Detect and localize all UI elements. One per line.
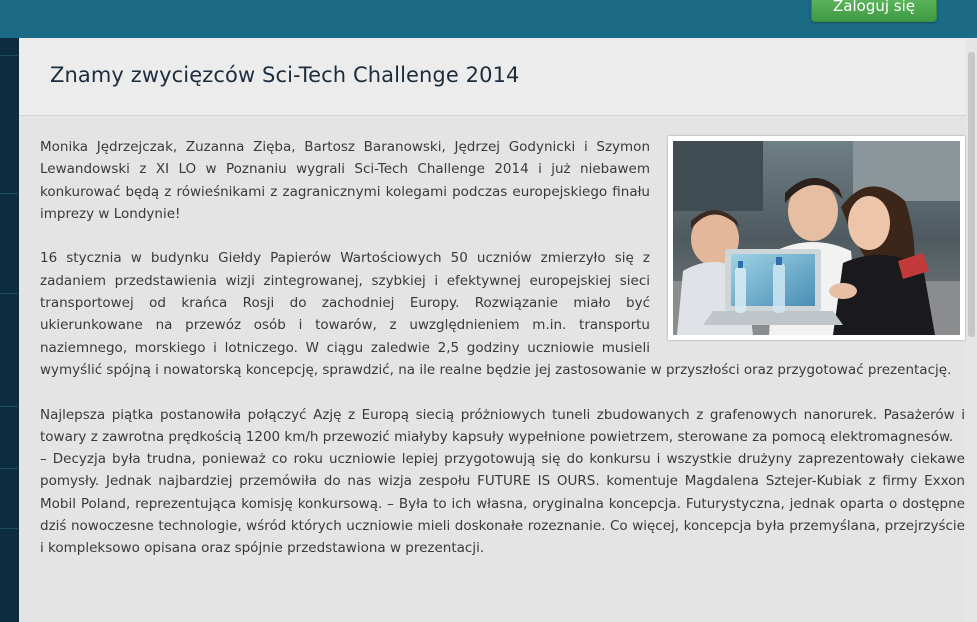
rail-divider: [0, 468, 18, 469]
article-photo: [668, 136, 965, 340]
article-header: [19, 38, 966, 116]
students-at-laptop-photo: [673, 141, 960, 335]
article-card: [19, 38, 966, 622]
vertical-scrollbar[interactable]: [966, 38, 977, 622]
article-title: Znamy zwycięzców Sci-Tech Challenge 2014: [50, 63, 520, 87]
rail-divider: [0, 55, 18, 56]
top-bar: [0, 0, 977, 38]
left-navigation-rail: [0, 38, 18, 622]
rail-divider: [0, 406, 18, 407]
rail-divider: [0, 528, 18, 529]
article-paragraph: – Decyzja była trudna, ponieważ co roku uczniowie lepiej przygotowują się do konkursu i wszystkie drużyny zaprezentowały ciekawe pomysły. Jednak najbardziej przemówiła do nas wizja zespołu FUTURE IS OURS. komentuje Magdalena Sztejer-Kubiak z firmy Exxon Mobil Poland, reprezentująca komisję konkursową. – Była to ich własna, oryginalna koncepcja. Futurystyczna, jednak oparta o dostępne dziś nowoczesne technologie, wśród których uczniowie mieli doskonałe rozeznanie. Co więcej, koncepcja była przemyślana, przejrzyście i kompleksowo opisana oraz spójnie przedstawiona w prezentacji.: [40, 451, 965, 557]
article-body: [40, 136, 965, 560]
login-button[interactable]: Zaloguj się: [811, 0, 937, 22]
article-paragraph: 16 stycznia w budynku Giełdy Papierów Wartościowych 50 uczniów zmierzyło się z zadaniem przedstawienia wizji zintegrowanej, szybkiej i efektywnej europejskiej sieci transportowej od krańca Rosji do zachodniej Europy. Rozwiązanie miało być ukierunkowane na przewóz osób i towarów, z uwzględnieniem m.in. transportu naziemnego, morskiego i lotniczego. W ciągu zaledwie 2,5 godziny uczniowie musieli wymyślić spójną i nowatorską koncepcję, sprawdzić, na ile realne będzie jej zastosowanie w przyszłości oraz przygotować prezentację.: [40, 250, 952, 378]
article-paragraph: Najlepsza piątka postanowiła połączyć Azję z Europą siecią próżniowych tuneli zbudowanych z grafenowych nanorurek. Pasażerów i towary z zawrotna prędkością 1200 km/h przewozić miałyby kapsuły wypełnione powietrzem, sterowane za pomocą elektromagnesów.: [40, 406, 965, 445]
article-paragraph: Monika Jędrzejczak, Zuzanna Zięba, Bartosz Baranowski, Jędrzej Godynicki i Szymon Lewandowski z XI LO w Poznaniu wygrali Sci-Tech Challenge 2014 i już niebawem konkurować będą z rówieśnikami z zagranicznymi kolegami podczas europejskiego finału imprezy w Londynie!: [40, 139, 650, 222]
scrollbar-thumb[interactable]: [968, 52, 975, 337]
rail-divider: [0, 293, 18, 294]
rail-divider: [0, 193, 18, 194]
